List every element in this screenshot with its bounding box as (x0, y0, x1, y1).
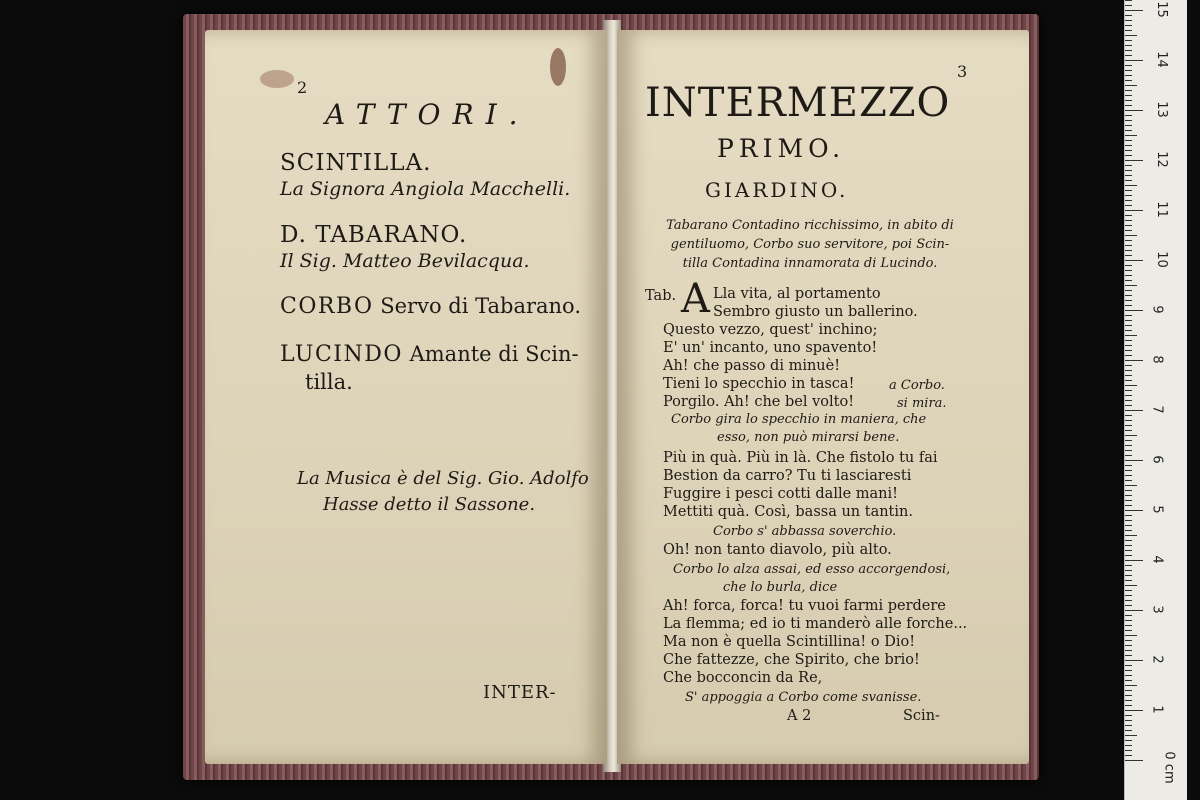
ruler-tick (1125, 760, 1143, 761)
measurement-ruler (1124, 0, 1187, 800)
ruler-tick (1125, 125, 1132, 126)
ruler-tick (1125, 40, 1132, 41)
ruler-tick (1125, 425, 1132, 426)
catchword: INTER- (483, 682, 557, 703)
ruler-tick (1125, 555, 1132, 556)
ruler-tick (1125, 55, 1132, 56)
ink-stain (550, 48, 566, 86)
ruler-tick (1125, 385, 1137, 386)
ruler-tick (1125, 680, 1132, 681)
stage-aside: si mira. (897, 396, 947, 411)
ruler-tick (1125, 750, 1132, 751)
ruler-tick (1125, 410, 1143, 411)
ruler-tick (1125, 375, 1132, 376)
ruler-tick (1125, 380, 1132, 381)
ruler-tick (1125, 245, 1132, 246)
stage-direction: che lo burla, dice (723, 580, 838, 595)
ruler-tick (1125, 75, 1132, 76)
verse-line: Che fattezze, che Spirito, che brio! (663, 652, 920, 668)
ruler-tick (1125, 460, 1143, 461)
ruler-tick (1125, 265, 1132, 266)
character-name: LUCINDO (280, 342, 403, 367)
ruler-tick (1125, 735, 1137, 736)
ruler-tick (1125, 695, 1132, 696)
ruler-tick (1125, 35, 1137, 36)
ruler-tick (1125, 745, 1132, 746)
ruler-tick (1125, 690, 1132, 691)
ruler-tick (1125, 290, 1132, 291)
ruler-tick (1125, 530, 1132, 531)
ruler-tick (1125, 430, 1132, 431)
ruler-tick (1125, 130, 1132, 131)
ruler-tick (1125, 145, 1132, 146)
ruler-tick (1125, 600, 1132, 601)
ruler-tick (1125, 435, 1137, 436)
ruler-tick (1125, 480, 1132, 481)
ruler-tick (1125, 300, 1132, 301)
ruler-tick (1125, 455, 1132, 456)
ruler-tick (1125, 350, 1132, 351)
character-name: SCINTILLA. (280, 150, 432, 176)
ruler-number: 12 (1153, 151, 1169, 168)
character-name: D. TABARANO. (280, 222, 468, 248)
ruler-tick (1125, 275, 1132, 276)
ruler-tick (1125, 395, 1132, 396)
ruler-number: 9 (1149, 305, 1165, 314)
page-number: 2 (297, 78, 308, 97)
ruler-tick (1125, 335, 1137, 336)
ruler-tick (1125, 165, 1132, 166)
ruler-tick (1125, 120, 1132, 121)
ruler-tick (1125, 340, 1132, 341)
speaker-label: Tab. (645, 288, 677, 304)
ruler-tick (1125, 260, 1143, 261)
ruler-tick (1125, 25, 1132, 26)
ruler-tick (1125, 640, 1132, 641)
ruler-tick (1125, 670, 1132, 671)
act-title: INTERMEZZO (645, 80, 951, 126)
ruler-tick (1125, 420, 1132, 421)
act-subtitle: PRIMO. (717, 134, 846, 163)
ruler-tick (1125, 140, 1132, 141)
ruler-tick (1125, 185, 1137, 186)
ruler-tick (1125, 215, 1132, 216)
ruler-tick (1125, 360, 1143, 361)
ruler-tick (1125, 255, 1132, 256)
ruler-tick (1125, 270, 1132, 271)
ruler-number: 14 (1153, 51, 1169, 68)
page-number: 3 (957, 62, 968, 81)
ruler-tick (1125, 700, 1132, 701)
ruler-tick (1125, 660, 1143, 661)
ruler-tick (1125, 175, 1132, 176)
ruler-tick (1125, 280, 1132, 281)
ruler-tick (1125, 235, 1137, 236)
verse-line: Lla vita, al portamento (713, 286, 881, 302)
ruler-tick (1125, 310, 1143, 311)
ruler-tick (1125, 60, 1143, 61)
ruler-number: 15 (1153, 1, 1169, 18)
ruler-tick (1125, 445, 1132, 446)
ruler-number: 13 (1153, 101, 1169, 118)
ruler-tick (1125, 205, 1132, 206)
verse-line: Mettiti quà. Così, bassa un tantin. (663, 504, 913, 520)
ruler-tick (1125, 665, 1132, 666)
ruler-tick (1125, 210, 1143, 211)
page-heading: ATTORI. (325, 98, 530, 131)
ruler-tick (1125, 715, 1132, 716)
ruler-tick (1125, 80, 1132, 81)
stage-aside: a Corbo. (889, 378, 945, 393)
right-page (617, 30, 1029, 764)
ruler-tick (1125, 565, 1132, 566)
ruler-tick (1125, 525, 1132, 526)
ruler-tick (1125, 220, 1132, 221)
verse-line: Ah! che passo di minuè! (663, 358, 841, 374)
ruler-number: 7 (1149, 405, 1165, 414)
scene-setting: GIARDINO. (705, 178, 849, 202)
ruler-tick (1125, 320, 1132, 321)
verse-line: La flemma; ed io ti manderò alle forche... (663, 616, 968, 632)
ruler-tick (1125, 490, 1132, 491)
ruler-tick (1125, 85, 1137, 86)
ruler-tick (1125, 495, 1132, 496)
ruler-tick (1125, 505, 1132, 506)
verse-line: Porgilo. Ah! che bel volto! (663, 394, 855, 410)
ruler-tick (1125, 115, 1132, 116)
ruler-tick (1125, 605, 1132, 606)
ruler-tick (1125, 415, 1132, 416)
stage-direction: Corbo lo alza assai, ed esso accorgendosi, (673, 562, 951, 577)
ruler-tick (1125, 705, 1132, 706)
ruler-tick (1125, 515, 1132, 516)
ruler-tick (1125, 405, 1132, 406)
ruler-tick (1125, 720, 1132, 721)
drop-cap: A (681, 276, 710, 322)
ruler-tick (1125, 630, 1132, 631)
verse-line: Questo vezzo, quest' inchino; (663, 322, 878, 338)
ruler-tick (1125, 200, 1132, 201)
ruler-tick (1125, 180, 1132, 181)
ruler-tick (1125, 230, 1132, 231)
ruler-tick (1125, 90, 1132, 91)
ruler-tick (1125, 560, 1143, 561)
stage-direction: esso, non può mirarsi bene. (717, 430, 900, 445)
ruler-number: 8 (1149, 355, 1165, 364)
ruler-tick (1125, 570, 1132, 571)
stage-direction: Corbo gira lo specchio in maniera, che (671, 412, 927, 427)
ruler-tick (1125, 195, 1132, 196)
ruler-tick (1125, 250, 1132, 251)
catchword: Scin- (903, 708, 940, 724)
verse-line: Fuggire i pesci cotti dalle mani! (663, 486, 898, 502)
character-desc: Servo di Tabarano. (380, 294, 581, 318)
ruler-tick (1125, 500, 1132, 501)
ruler-tick (1125, 30, 1132, 31)
ruler-tick (1125, 475, 1132, 476)
ruler-tick (1125, 755, 1132, 756)
ruler-tick (1125, 170, 1132, 171)
ruler-tick (1125, 595, 1132, 596)
ruler-tick (1125, 190, 1132, 191)
ruler-tick (1125, 70, 1132, 71)
ruler-tick (1125, 5, 1132, 6)
ruler-tick (1125, 20, 1132, 21)
ruler-tick (1125, 465, 1132, 466)
description-line: tilla Contadina innamorata di Lucindo. (682, 256, 938, 271)
ruler-tick (1125, 155, 1132, 156)
music-credit-line1: La Musica è del Sig. Gio. Adolfo (297, 468, 589, 489)
ruler-tick (1125, 585, 1137, 586)
ruler-tick (1125, 575, 1132, 576)
ruler-tick (1125, 740, 1132, 741)
ruler-tick (1125, 150, 1132, 151)
ruler-tick (1125, 50, 1132, 51)
ruler-tick (1125, 650, 1132, 651)
ruler-tick (1125, 545, 1132, 546)
ruler-tick (1125, 225, 1132, 226)
ruler-tick (1125, 620, 1132, 621)
ruler-tick (1125, 450, 1132, 451)
foxing-stain (260, 70, 294, 88)
ruler-unit-label: 0 cm (1161, 751, 1177, 784)
verse-line: Oh! non tanto diavolo, più alto. (663, 542, 892, 558)
verse-line: Sembro giusto un ballerino. (713, 304, 918, 320)
ruler-tick (1125, 625, 1132, 626)
ruler-tick (1125, 725, 1132, 726)
ruler-tick (1125, 635, 1137, 636)
ruler-number: 3 (1149, 605, 1165, 614)
ruler-number: 2 (1149, 655, 1165, 664)
ruler-number: 5 (1149, 505, 1165, 514)
ruler-tick (1125, 675, 1132, 676)
ruler-tick (1125, 100, 1132, 101)
ruler-tick (1125, 135, 1137, 136)
ruler-tick (1125, 305, 1132, 306)
ruler-number: 11 (1153, 201, 1169, 218)
ruler-tick (1125, 685, 1137, 686)
verse-line: Tieni lo specchio in tasca! (663, 376, 855, 392)
ruler-tick (1125, 655, 1132, 656)
ruler-tick (1125, 645, 1132, 646)
signature-mark: A 2 (787, 708, 812, 724)
ruler-tick (1125, 65, 1132, 66)
verse-line: Più in quà. Più in là. Che fistolo tu fai (663, 450, 938, 466)
ruler-tick (1125, 365, 1132, 366)
ruler-tick (1125, 0, 1132, 1)
character-entry (280, 342, 579, 367)
verse-line: E' un' incanto, uno spavento! (663, 340, 878, 356)
ruler-tick (1125, 295, 1132, 296)
ruler-tick (1125, 590, 1132, 591)
ruler-tick (1125, 610, 1143, 611)
description-line: gentiluomo, Corbo suo servitore, poi Scin- (670, 237, 950, 252)
ruler-tick (1125, 285, 1137, 286)
character-performer: Il Sig. Matteo Bevilacqua. (280, 250, 530, 272)
ruler-tick (1125, 330, 1132, 331)
character-desc: Amante di Scin- (409, 342, 579, 366)
description-line: Tabarano Contadino ricchissimo, in abito di (666, 218, 954, 233)
ruler-tick (1125, 615, 1132, 616)
ruler-tick (1125, 400, 1132, 401)
ruler-tick (1125, 105, 1132, 106)
ruler-number: 6 (1149, 455, 1165, 464)
ruler-tick (1125, 370, 1132, 371)
ruler-tick (1125, 510, 1143, 511)
ruler-tick (1125, 10, 1143, 11)
ruler-tick (1125, 110, 1143, 111)
character-name: CORBO (280, 294, 374, 319)
verse-line: Ah! forca, forca! tu vuoi farmi perdere (663, 598, 946, 614)
ruler-tick (1125, 730, 1132, 731)
ruler-tick (1125, 390, 1132, 391)
ruler-tick (1125, 710, 1143, 711)
ruler-tick (1125, 520, 1132, 521)
character-desc-cont: tilla. (305, 370, 353, 394)
ruler-tick (1125, 440, 1132, 441)
ruler-tick (1125, 45, 1132, 46)
stage-direction: S' appoggia a Corbo come svanisse. (685, 690, 922, 705)
stage-direction: Corbo s' abbassa soverchio. (713, 524, 897, 539)
ruler-tick (1125, 240, 1132, 241)
ruler-tick (1125, 325, 1132, 326)
ruler-tick (1125, 540, 1132, 541)
ruler-number: 4 (1149, 555, 1165, 564)
character-performer: La Signora Angiola Macchelli. (280, 178, 571, 200)
ruler-tick (1125, 315, 1132, 316)
ruler-tick (1125, 485, 1137, 486)
verse-line: Bestion da carro? Tu ti lasciaresti (663, 468, 912, 484)
left-page (205, 30, 607, 764)
ruler-tick (1125, 355, 1132, 356)
ruler-number: 10 (1153, 251, 1169, 268)
music-credit-line2: Hasse detto il Sassone. (323, 494, 536, 515)
character-entry (280, 294, 581, 319)
scene-description (645, 216, 975, 273)
ruler-tick (1125, 95, 1132, 96)
ruler-number: 1 (1149, 705, 1165, 714)
ruler-tick (1125, 15, 1132, 16)
ruler-tick (1125, 160, 1143, 161)
ruler-tick (1125, 345, 1132, 346)
verse-line: Che bocconcin da Re, (663, 670, 823, 686)
ruler-tick (1125, 535, 1137, 536)
verse-line: Ma non è quella Scintillina! o Dio! (663, 634, 916, 650)
ruler-tick (1125, 470, 1132, 471)
ruler-tick (1125, 580, 1132, 581)
ruler-tick (1125, 550, 1132, 551)
